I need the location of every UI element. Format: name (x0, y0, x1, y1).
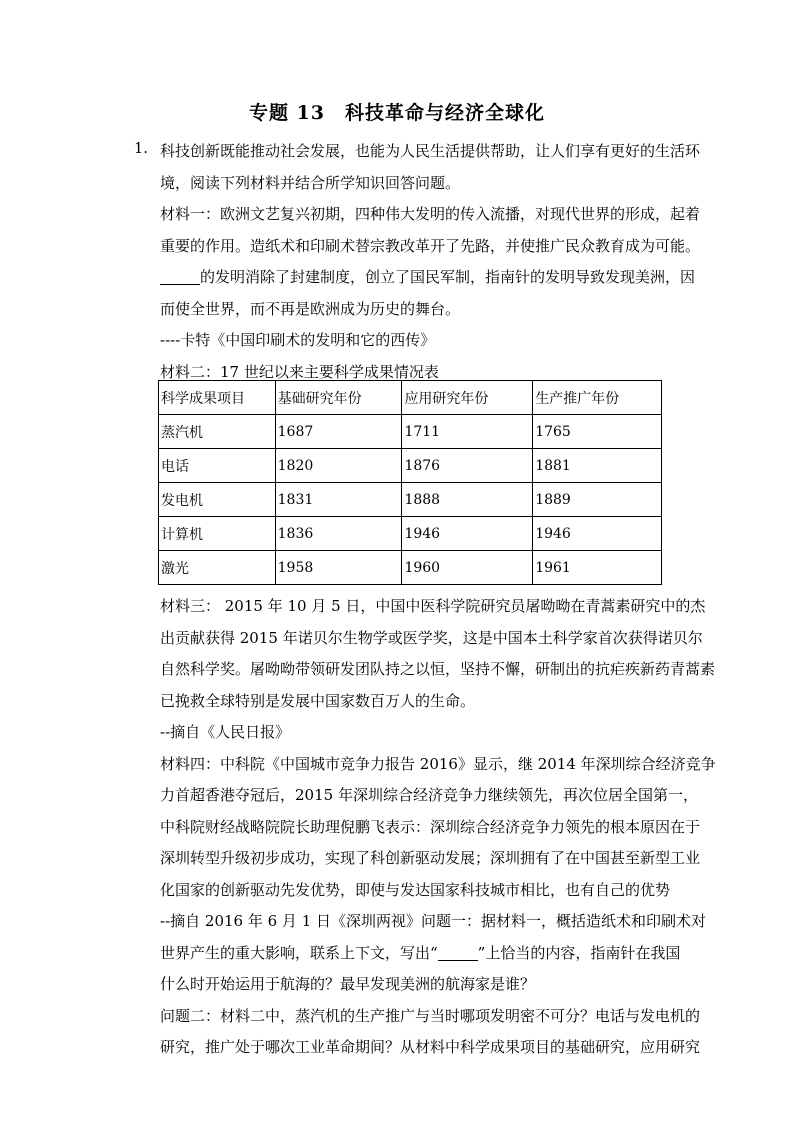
material3-source: --摘自《人民日报》 (160, 723, 291, 741)
question1-line: 什么时开始运用于航海的？最早发现美洲的航海家是谁？ (160, 975, 536, 993)
material3-line: 自然科学奖。屠呦呦带领研发团队持之以恒，坚持不懈，研制出的抗疟疾新药青蒿素 (160, 660, 716, 678)
table-cell: 1961 (533, 551, 662, 585)
material4-line: 深圳转型升级初步成功，实现了科创新驱动发展；深圳拥有了在中国甚至新型工业 (160, 849, 701, 867)
table-header-cell: 生产推广年份 (533, 381, 662, 415)
table-cell: 1831 (275, 483, 402, 517)
table-header-row (159, 381, 662, 415)
question2-line: 研究，推广处于哪次工业革命期间？从材料中科学成果项目的基础研究，应用研究 (160, 1038, 701, 1056)
question1-line: --摘自 2016 年 6 月 1 日《深圳两视》问题一：据材料一，概括造纸术和印刷术对 (160, 912, 707, 930)
question1-text-post: ”上恰当的内容，指南针在我国 (477, 943, 681, 962)
material2-heading: 材料二：17 世纪以来主要科学成果情况表 (160, 362, 439, 381)
material3-line: 出贡献获得 2015 年诺贝尔生物学或医学奖，这是中国本土科学家首次获得诺贝尔 (160, 628, 703, 647)
table-row (159, 449, 662, 483)
material4-line: 力首超香港夺冠后，2015 年深圳综合经济竞争力继续领先，再次位居全国第一， (160, 786, 698, 804)
question1-text-pre: 世界产生的重大影响，联系上下文，写出“ (160, 943, 438, 962)
material1-source: ----卡特《中国印刷术的发明和它的西传》 (160, 331, 436, 349)
table-cell: 1881 (533, 449, 662, 483)
table-cell: 1946 (533, 517, 662, 551)
table-cell: 1889 (533, 483, 662, 517)
intro-line: 境，阅读下列材料并结合所学知识回答问题。 (160, 173, 461, 192)
table-cell: 1960 (402, 551, 533, 585)
material1-line: 重要的作用。造纸术和印刷术替宗教改革开了先路，并使推广民众教育成为可能。 (160, 236, 701, 255)
table-header-cell: 科学成果项目 (159, 381, 276, 415)
science-achievements-table (158, 380, 662, 585)
table-cell: 1836 (275, 517, 402, 551)
table-cell: 计算机 (159, 517, 276, 551)
fill-in-blank[interactable] (160, 266, 200, 285)
question1-blank-line (160, 938, 681, 970)
material1-blank-line (160, 262, 696, 294)
fill-in-blank[interactable] (438, 942, 478, 961)
material4-line: 化国家的创新驱动先发优势，即使与发达国家科技城市相比，也有自己的优势 (160, 880, 671, 899)
table-header-cell: 应用研究年份 (402, 381, 533, 415)
material1-blank-text: 的发明消除了封建制度，创立了国民军制，指南针的发明导致发现美洲，因 (200, 268, 696, 286)
question-number: 1. (134, 141, 148, 157)
material3-line: 已挽救全球特别是发展中国家数百万人的生命。 (160, 691, 476, 710)
table-cell: 1711 (402, 415, 533, 449)
question2-line: 问题二：材料二中，蒸汽机的生产推广与当时哪项发明密不可分？电话与发电机的 (160, 1006, 701, 1025)
table-cell: 1765 (533, 415, 662, 449)
materials-after-table (160, 591, 716, 1064)
table-row (159, 483, 662, 517)
material1-line: 而使全世界，而不再是欧洲成为历史的舞台。 (160, 299, 461, 318)
table-cell: 1876 (402, 449, 533, 483)
table-header-cell: 基础研究年份 (275, 381, 402, 415)
table-cell: 蒸汽机 (159, 415, 276, 449)
table-row (159, 415, 662, 449)
material1-line: 材料一：欧洲文艺复兴初期，四种伟大发明的传入流播，对现代世界的形成，起着 (160, 205, 701, 223)
table-cell: 激光 (159, 551, 276, 585)
material4-line: 中科院财经战略院院长助理倪鹏飞表示：深圳综合经济竞争力领先的根本原因在于 (160, 817, 701, 836)
table-cell: 1687 (275, 415, 402, 449)
material3-line: 材料三： 2015 年 10 月 5 日，中国中医科学院研究员屠呦呦在青蒿素研究中的杰 (160, 597, 706, 615)
table-row (159, 551, 662, 585)
question-body (160, 136, 701, 388)
intro-line: 科技创新既能推动社会发展，也能为人民生活提供帮助，让人们享有更好的生活环 (160, 142, 701, 160)
material4-line: 材料四：中科院《中国城市竞争力报告 2016》显示，继 2014 年深圳综合经济竞争 (160, 754, 716, 773)
table-cell: 发电机 (159, 483, 276, 517)
table-cell: 1946 (402, 517, 533, 551)
table-cell: 1888 (402, 483, 533, 517)
table-cell: 1820 (275, 449, 402, 483)
table-cell: 电话 (159, 449, 276, 483)
table-row (159, 517, 662, 551)
page-title: 专题 13 科技革命与经济全球化 (248, 102, 546, 124)
table-cell: 1958 (275, 551, 402, 585)
